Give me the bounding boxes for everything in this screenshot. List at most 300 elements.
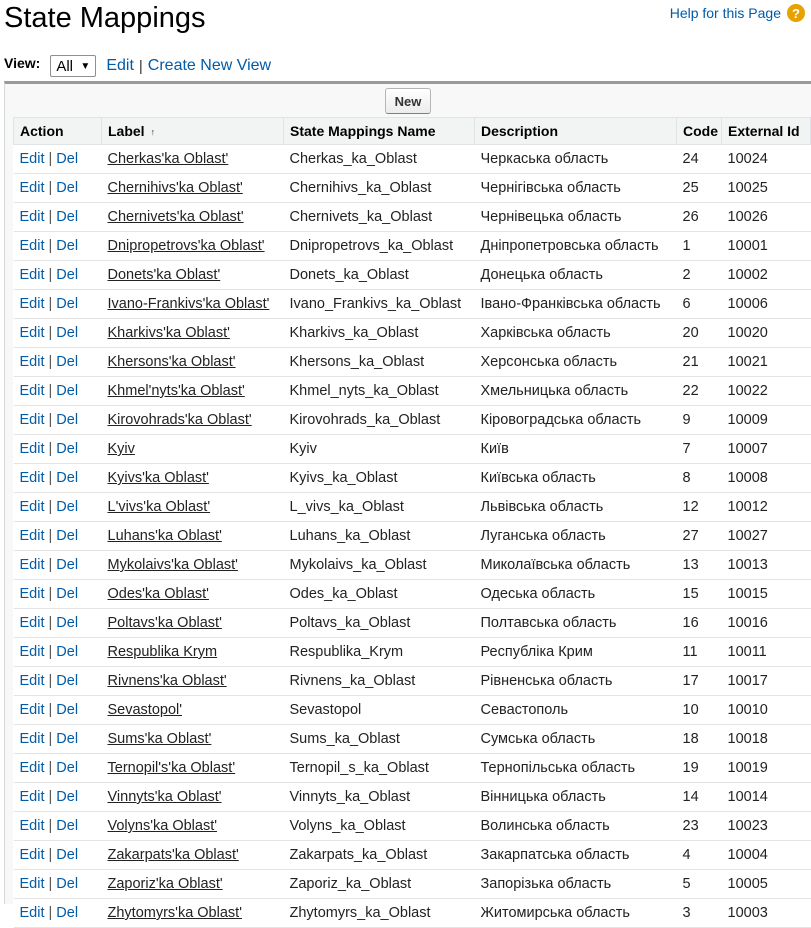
edit-link[interactable]: Edit (19, 731, 45, 747)
name-cell: Chernihivs_ka_Oblast (284, 174, 475, 203)
code-cell: 15 (677, 580, 722, 609)
view-select-value: All (56, 57, 73, 75)
list-panel (4, 81, 811, 921)
edit-link[interactable]: Edit (19, 209, 45, 225)
label-cell (102, 754, 284, 783)
description-cell: Чернігівська область (475, 174, 677, 203)
external-id-cell: 10012 (722, 493, 811, 522)
label-cell (102, 696, 284, 725)
del-link[interactable]: Del (56, 702, 79, 718)
help-icon[interactable]: ? (787, 4, 805, 22)
external-id-cell: 10021 (722, 348, 811, 377)
table-row (14, 406, 811, 435)
edit-link[interactable]: Edit (19, 325, 45, 341)
record-label-link[interactable]: Khmel'nyts'ka Oblast' (107, 383, 245, 399)
header-external-id[interactable]: External Id (722, 118, 811, 145)
code-cell: 8 (677, 464, 722, 493)
record-label-link[interactable]: Luhans'ka Oblast' (107, 528, 222, 544)
dropdown-arrow-icon: ▼ (80, 60, 91, 72)
label-cell (102, 841, 284, 870)
del-link[interactable]: Del (56, 209, 79, 225)
del-link[interactable]: Del (56, 789, 79, 805)
name-cell: Zakarpats_ka_Oblast (284, 841, 475, 870)
external-id-cell: 10016 (722, 609, 811, 638)
del-link[interactable]: Del (56, 296, 79, 312)
table-body (14, 145, 811, 928)
code-cell: 4 (677, 841, 722, 870)
label-cell (102, 435, 284, 464)
table-row (14, 551, 811, 580)
edit-link[interactable]: Edit (19, 876, 45, 892)
name-cell: Kharkivs_ka_Oblast (284, 319, 475, 348)
description-cell: Херсонська область (475, 348, 677, 377)
code-cell: 25 (677, 174, 722, 203)
action-separator: | (48, 789, 53, 805)
table-row (14, 493, 811, 522)
label-cell (102, 493, 284, 522)
table-row (14, 899, 811, 928)
del-link[interactable]: Del (56, 383, 79, 399)
action-cell (14, 899, 102, 928)
code-cell: 11 (677, 638, 722, 667)
page-title: State Mappings (4, 2, 206, 34)
del-link[interactable]: Del (56, 673, 79, 689)
record-label-link[interactable]: Donets'ka Oblast' (107, 267, 221, 283)
code-cell: 20 (677, 319, 722, 348)
edit-link[interactable]: Edit (19, 354, 45, 370)
action-separator: | (48, 296, 53, 312)
description-cell: Республіка Крим (475, 638, 677, 667)
description-cell: Вінницька область (475, 783, 677, 812)
action-separator: | (48, 383, 53, 399)
record-label-link[interactable]: Zakarpats'ka Oblast' (107, 847, 239, 863)
record-label-link[interactable]: Zhytomyrs'ka Oblast' (107, 905, 242, 921)
action-cell (14, 493, 102, 522)
table-row (14, 667, 811, 696)
del-link[interactable]: Del (56, 847, 79, 863)
name-cell: Dnipropetrovs_ka_Oblast (284, 232, 475, 261)
record-label-link[interactable]: Chernihivs'ka Oblast' (107, 180, 243, 196)
action-cell (14, 638, 102, 667)
description-cell: Івано-Франківська область (475, 290, 677, 319)
name-cell: Vinnyts_ka_Oblast (284, 783, 475, 812)
action-cell (14, 319, 102, 348)
code-cell: 6 (677, 290, 722, 319)
del-link[interactable]: Del (56, 818, 79, 834)
external-id-cell: 10002 (722, 261, 811, 290)
edit-link[interactable]: Edit (19, 615, 45, 631)
action-cell (14, 348, 102, 377)
name-cell: Rivnens_ka_Oblast (284, 667, 475, 696)
code-cell: 9 (677, 406, 722, 435)
name-cell: Zaporiz_ka_Oblast (284, 870, 475, 899)
table-row (14, 609, 811, 638)
code-cell: 7 (677, 435, 722, 464)
del-link[interactable]: Del (56, 876, 79, 892)
del-link[interactable]: Del (56, 412, 79, 428)
del-link[interactable]: Del (56, 267, 79, 283)
label-cell (102, 319, 284, 348)
header-label-text: Label (108, 123, 145, 139)
edit-link[interactable]: Edit (19, 586, 45, 602)
name-cell: Volyns_ka_Oblast (284, 812, 475, 841)
table-row (14, 725, 811, 754)
label-cell (102, 638, 284, 667)
record-label-link[interactable]: Ivano-Frankivs'ka Oblast' (107, 296, 270, 312)
description-cell: Луганська область (475, 522, 677, 551)
table-row (14, 377, 811, 406)
del-link[interactable]: Del (56, 325, 79, 341)
label-cell (102, 812, 284, 841)
edit-link[interactable]: Edit (19, 789, 45, 805)
del-link[interactable]: Del (56, 238, 79, 254)
edit-link[interactable]: Edit (19, 673, 45, 689)
label-cell (102, 870, 284, 899)
name-cell: Kyivs_ka_Oblast (284, 464, 475, 493)
description-cell: Полтавська область (475, 609, 677, 638)
table-row (14, 841, 811, 870)
name-cell: L_vivs_ka_Oblast (284, 493, 475, 522)
record-label-link[interactable]: Poltavs'ka Oblast' (107, 615, 222, 631)
record-label-link[interactable]: Sums'ka Oblast' (107, 731, 212, 747)
external-id-cell: 10025 (722, 174, 811, 203)
table-row (14, 870, 811, 899)
external-id-cell: 10013 (722, 551, 811, 580)
label-cell (102, 899, 284, 928)
del-link[interactable]: Del (56, 586, 79, 602)
action-separator: | (48, 702, 53, 718)
record-label-link[interactable]: Sevastopol' (107, 702, 183, 718)
code-cell: 3 (677, 899, 722, 928)
description-cell: Запорізька область (475, 870, 677, 899)
new-button[interactable]: New (385, 88, 431, 114)
table-row (14, 319, 811, 348)
description-cell: Миколаївська область (475, 551, 677, 580)
header-description[interactable]: Description (475, 118, 677, 145)
edit-link[interactable]: Edit (19, 238, 45, 254)
code-cell: 13 (677, 551, 722, 580)
label-cell (102, 406, 284, 435)
del-link[interactable]: Del (56, 151, 79, 167)
label-cell (102, 551, 284, 580)
action-cell (14, 522, 102, 551)
table-row (14, 812, 811, 841)
action-cell (14, 725, 102, 754)
code-cell: 27 (677, 522, 722, 551)
description-cell: Житомирська область (475, 899, 677, 928)
help-link[interactable]: Help for this Page (669, 5, 781, 21)
name-cell: Mykolaivs_ka_Oblast (284, 551, 475, 580)
description-cell: Сумська область (475, 725, 677, 754)
external-id-cell: 10015 (722, 580, 811, 609)
action-separator: | (48, 209, 53, 225)
edit-view-link[interactable]: Edit (106, 57, 134, 74)
code-cell: 23 (677, 812, 722, 841)
action-cell (14, 812, 102, 841)
edit-link[interactable]: Edit (19, 557, 45, 573)
header-action: Action (14, 118, 102, 145)
edit-link[interactable]: Edit (19, 905, 45, 921)
edit-link[interactable]: Edit (19, 441, 45, 457)
external-id-cell: 10004 (722, 841, 811, 870)
table-row (14, 174, 811, 203)
edit-link[interactable]: Edit (19, 760, 45, 776)
action-separator: | (48, 876, 53, 892)
external-id-cell: 10026 (722, 203, 811, 232)
del-link[interactable]: Del (56, 731, 79, 747)
external-id-cell: 10022 (722, 377, 811, 406)
action-separator: | (48, 354, 53, 370)
edit-link[interactable]: Edit (19, 499, 45, 515)
table-row (14, 464, 811, 493)
description-cell: Черкаська область (475, 145, 677, 174)
action-cell (14, 464, 102, 493)
name-cell: Respublika_Krym (284, 638, 475, 667)
action-separator: | (48, 151, 53, 167)
record-label-link[interactable]: Chernivets'ka Oblast' (107, 209, 244, 225)
del-link[interactable]: Del (56, 905, 79, 921)
header-code[interactable]: Code (677, 118, 722, 145)
description-cell: Волинська область (475, 812, 677, 841)
code-cell: 24 (677, 145, 722, 174)
table-row (14, 290, 811, 319)
code-cell: 22 (677, 377, 722, 406)
edit-link[interactable]: Edit (19, 644, 45, 660)
external-id-cell: 10027 (722, 522, 811, 551)
action-separator: | (48, 760, 53, 776)
external-id-cell: 10018 (722, 725, 811, 754)
del-link[interactable]: Del (56, 470, 79, 486)
action-separator: | (48, 470, 53, 486)
edit-link[interactable]: Edit (19, 470, 45, 486)
label-cell (102, 232, 284, 261)
record-label-link[interactable]: Rivnens'ka Oblast' (107, 673, 227, 689)
name-cell: Donets_ka_Oblast (284, 261, 475, 290)
view-select[interactable] (50, 55, 96, 77)
sort-ascending-icon: ↑ (150, 127, 156, 137)
view-label: View: (4, 55, 41, 71)
code-cell: 1 (677, 232, 722, 261)
record-label-link[interactable]: Zaporiz'ka Oblast' (107, 876, 223, 892)
action-separator: | (48, 644, 53, 660)
code-cell: 21 (677, 348, 722, 377)
name-cell: Khersons_ka_Oblast (284, 348, 475, 377)
label-cell (102, 174, 284, 203)
del-link[interactable]: Del (56, 499, 79, 515)
description-cell: Дніпропетровська область (475, 232, 677, 261)
record-label-link[interactable]: Volyns'ka Oblast' (107, 818, 218, 834)
edit-link[interactable]: Edit (19, 702, 45, 718)
external-id-cell: 10019 (722, 754, 811, 783)
del-link[interactable]: Del (56, 760, 79, 776)
description-cell: Одеська область (475, 580, 677, 609)
description-cell: Кіровоградська область (475, 406, 677, 435)
table-row (14, 522, 811, 551)
action-cell (14, 406, 102, 435)
action-separator: | (48, 557, 53, 573)
description-cell: Київ (475, 435, 677, 464)
label-cell (102, 522, 284, 551)
external-id-cell: 10007 (722, 435, 811, 464)
record-label-link[interactable]: Cherkas'ka Oblast' (107, 151, 229, 167)
name-cell: Poltavs_ka_Oblast (284, 609, 475, 638)
edit-link[interactable]: Edit (19, 296, 45, 312)
code-cell: 14 (677, 783, 722, 812)
edit-link[interactable]: Edit (19, 383, 45, 399)
edit-link[interactable]: Edit (19, 151, 45, 167)
action-separator: | (48, 673, 53, 689)
external-id-cell: 10011 (722, 638, 811, 667)
description-cell: Хмельницька область (475, 377, 677, 406)
label-cell (102, 290, 284, 319)
record-label-link[interactable]: Kirovohrads'ka Oblast' (107, 412, 252, 428)
edit-link[interactable]: Edit (19, 267, 45, 283)
action-cell (14, 290, 102, 319)
help-area (670, 2, 805, 24)
action-separator: | (48, 818, 53, 834)
label-cell (102, 580, 284, 609)
record-label-link[interactable]: Ternopil's'ka Oblast' (107, 760, 236, 776)
header-label[interactable] (102, 118, 284, 145)
label-cell (102, 464, 284, 493)
record-label-link[interactable]: Kyiv (107, 441, 135, 457)
table-row (14, 232, 811, 261)
action-separator: | (48, 905, 53, 921)
header-name[interactable]: State Mappings Name (284, 118, 475, 145)
action-separator: | (48, 731, 53, 747)
del-link[interactable]: Del (56, 557, 79, 573)
description-cell: Рівненська область (475, 667, 677, 696)
external-id-cell: 10010 (722, 696, 811, 725)
del-link[interactable]: Del (56, 180, 79, 196)
table-row (14, 435, 811, 464)
view-separator: | (138, 57, 143, 75)
description-cell: Київська область (475, 464, 677, 493)
external-id-cell: 10014 (722, 783, 811, 812)
name-cell: Sums_ka_Oblast (284, 725, 475, 754)
view-bar (4, 53, 271, 79)
action-cell (14, 754, 102, 783)
label-cell (102, 203, 284, 232)
description-cell: Донецька область (475, 261, 677, 290)
action-cell (14, 870, 102, 899)
external-id-cell: 10005 (722, 870, 811, 899)
record-label-link[interactable]: Dnipropetrovs'ka Oblast' (107, 238, 265, 254)
external-id-cell: 10023 (722, 812, 811, 841)
external-id-cell: 10001 (722, 232, 811, 261)
code-cell: 16 (677, 609, 722, 638)
action-cell (14, 145, 102, 174)
external-id-cell: 10017 (722, 667, 811, 696)
del-link[interactable]: Del (56, 615, 79, 631)
action-separator: | (48, 499, 53, 515)
action-cell (14, 377, 102, 406)
code-cell: 5 (677, 870, 722, 899)
action-cell (14, 580, 102, 609)
action-separator: | (48, 847, 53, 863)
record-label-link[interactable]: Khersons'ka Oblast' (107, 354, 236, 370)
name-cell: Kirovohrads_ka_Oblast (284, 406, 475, 435)
action-cell (14, 435, 102, 464)
label-cell (102, 377, 284, 406)
action-cell (14, 203, 102, 232)
name-cell: Odes_ka_Oblast (284, 580, 475, 609)
record-label-link[interactable]: Vinnyts'ka Oblast' (107, 789, 222, 805)
name-cell: Ivano_Frankivs_ka_Oblast (284, 290, 475, 319)
name-cell: Khmel_nyts_ka_Oblast (284, 377, 475, 406)
table-row (14, 580, 811, 609)
edit-link[interactable]: Edit (19, 180, 45, 196)
external-id-cell: 10020 (722, 319, 811, 348)
description-cell: Харківська область (475, 319, 677, 348)
action-cell (14, 783, 102, 812)
record-label-link[interactable]: L'vivs'ka Oblast' (107, 499, 211, 515)
name-cell: Ternopil_s_ka_Oblast (284, 754, 475, 783)
external-id-cell: 10009 (722, 406, 811, 435)
table-row (14, 261, 811, 290)
action-separator: | (48, 441, 53, 457)
record-label-link[interactable]: Odes'ka Oblast' (107, 586, 209, 602)
record-label-link[interactable]: Kyivs'ka Oblast' (107, 470, 209, 486)
code-cell: 12 (677, 493, 722, 522)
label-cell (102, 783, 284, 812)
code-cell: 18 (677, 725, 722, 754)
del-link[interactable]: Del (56, 441, 79, 457)
code-cell: 2 (677, 261, 722, 290)
action-separator: | (48, 325, 53, 341)
name-cell: Chernivets_ka_Oblast (284, 203, 475, 232)
del-link[interactable]: Del (56, 644, 79, 660)
name-cell: Cherkas_ka_Oblast (284, 145, 475, 174)
action-cell (14, 232, 102, 261)
edit-link[interactable]: Edit (19, 818, 45, 834)
external-id-cell: 10024 (722, 145, 811, 174)
table-row (14, 203, 811, 232)
code-cell: 10 (677, 696, 722, 725)
external-id-cell: 10003 (722, 899, 811, 928)
code-cell: 26 (677, 203, 722, 232)
table-row (14, 348, 811, 377)
code-cell: 19 (677, 754, 722, 783)
table-row (14, 638, 811, 667)
action-cell (14, 696, 102, 725)
action-separator: | (48, 412, 53, 428)
edit-link[interactable]: Edit (19, 528, 45, 544)
record-label-link[interactable]: Mykolaivs'ka Oblast' (107, 557, 238, 573)
table-row (14, 783, 811, 812)
name-cell: Kyiv (284, 435, 475, 464)
external-id-cell: 10008 (722, 464, 811, 493)
description-cell: Севастополь (475, 696, 677, 725)
external-id-cell: 10006 (722, 290, 811, 319)
del-link[interactable]: Del (56, 528, 79, 544)
name-cell: Zhytomyrs_ka_Oblast (284, 899, 475, 928)
name-cell: Sevastopol (284, 696, 475, 725)
action-cell (14, 609, 102, 638)
edit-link[interactable]: Edit (19, 412, 45, 428)
action-separator: | (48, 586, 53, 602)
edit-link[interactable]: Edit (19, 847, 45, 863)
record-label-link[interactable]: Kharkivs'ka Oblast' (107, 325, 230, 341)
action-cell (14, 551, 102, 580)
action-separator: | (48, 528, 53, 544)
record-label-link[interactable]: Respublika Krym (107, 644, 218, 660)
create-new-view-link[interactable]: Create New View (147, 57, 272, 74)
del-link[interactable]: Del (56, 354, 79, 370)
action-separator: | (48, 180, 53, 196)
label-cell (102, 725, 284, 754)
label-cell (102, 261, 284, 290)
